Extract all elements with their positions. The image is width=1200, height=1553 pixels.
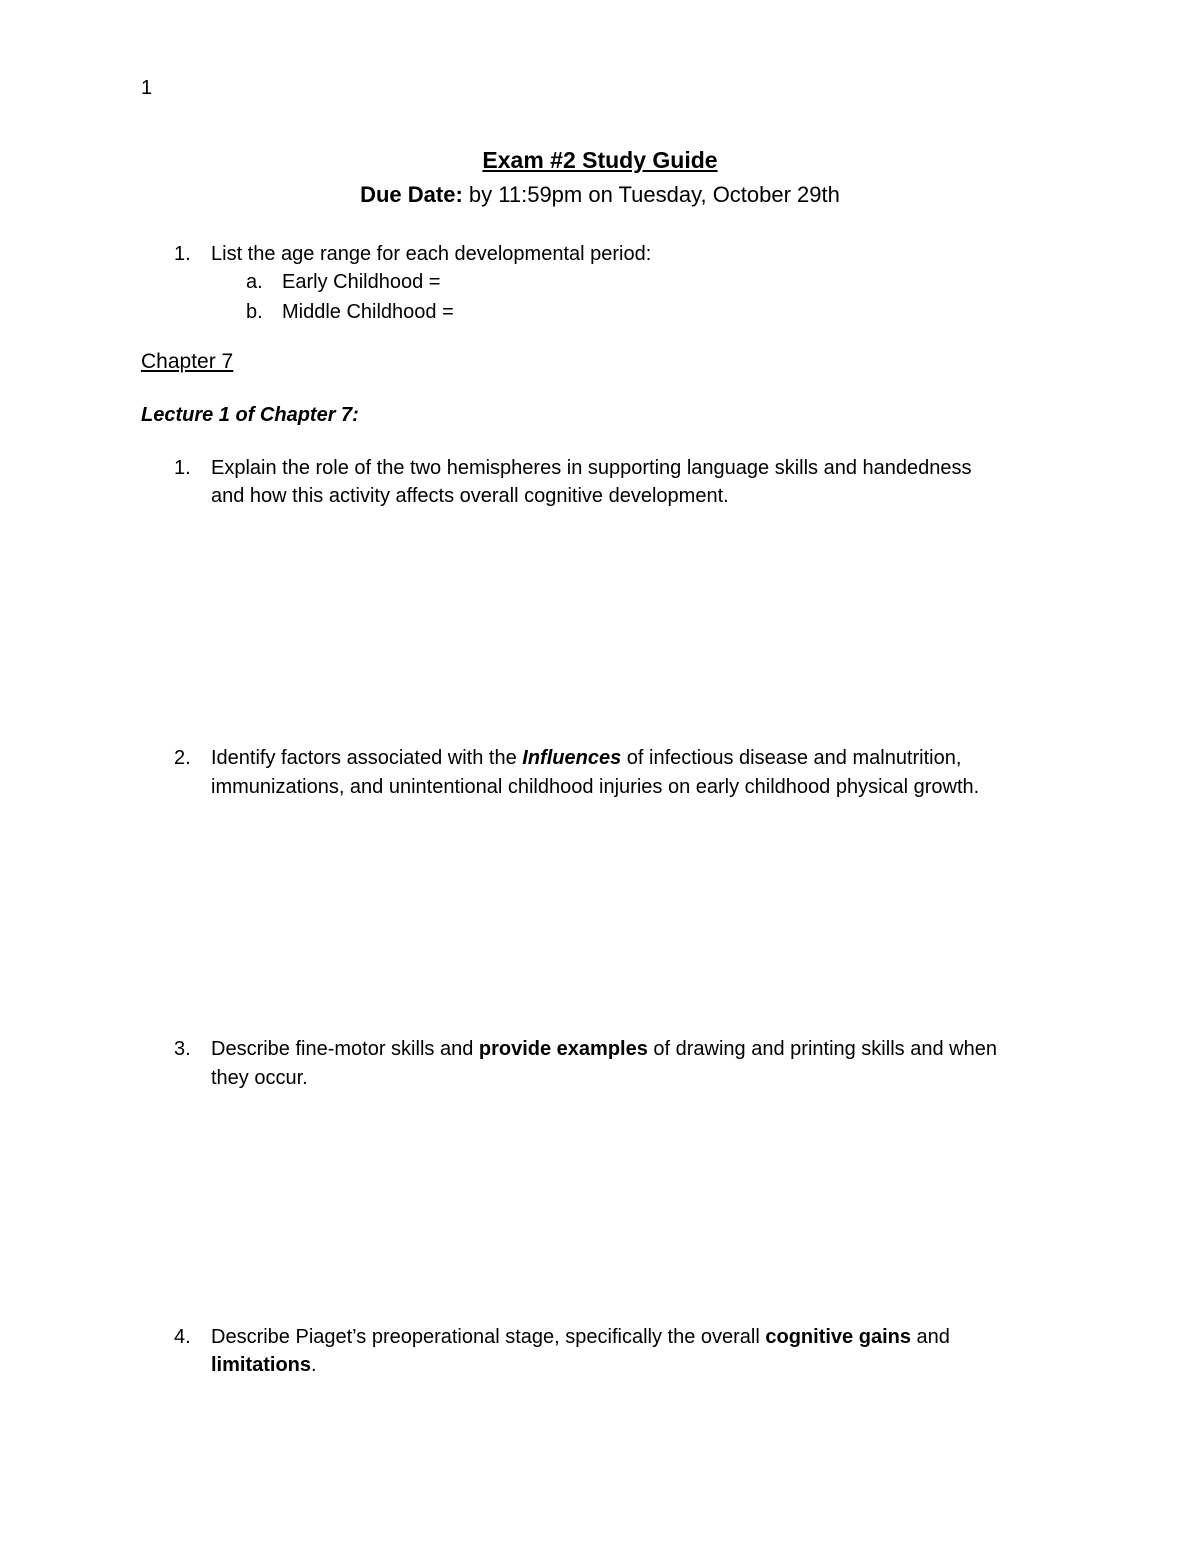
intro-subitem-letter: b. (246, 301, 263, 323)
intro-subitem-middle-childhood: Middle Childhood = (282, 301, 454, 323)
intro-question-text: List the age range for each developmental period: (211, 243, 652, 265)
intro-question-number: 1. (174, 243, 191, 265)
question-1-line-2: and how this activity affects overall cognitive development. (211, 485, 729, 507)
question-4-emphasis: limitations (211, 1354, 312, 1376)
page-number: 1 (141, 77, 153, 99)
chapter-heading: Chapter 7 (141, 350, 234, 373)
question-number: 1. (174, 457, 191, 479)
question-3-text: of drawing and printing skills and when (647, 1038, 997, 1060)
due-date-text: by 11:59pm on Tuesday, October 29th (462, 182, 840, 207)
due-date-line (0, 181, 1200, 209)
question-4-text: Describe Piaget’s preoperational stage, specifically the overall (211, 1326, 766, 1348)
question-4-emphasis: cognitive gains (765, 1326, 911, 1348)
question-number: 4. (174, 1326, 191, 1348)
question-4-text: . (311, 1354, 317, 1376)
document-title: Exam #2 Study Guide (482, 147, 718, 173)
question-2-text: Identify factors associated with the (211, 747, 523, 769)
question-4-line-1 (211, 1325, 950, 1350)
question-2-text: of infectious disease and malnutrition, (621, 747, 962, 769)
due-date-label: Due Date: (360, 182, 463, 207)
question-number: 3. (174, 1038, 191, 1060)
question-3-emphasis: provide examples (478, 1038, 648, 1060)
question-4-text: and (910, 1326, 950, 1348)
question-2-line-1 (211, 746, 961, 771)
question-2-line-2: immunizations, and unintentional childhood injuries on early childhood physical growth. (211, 776, 980, 798)
question-2-emphasis: Influences (522, 747, 622, 769)
question-4-line-2 (211, 1353, 317, 1378)
lecture-heading: Lecture 1 of Chapter 7: (141, 404, 359, 426)
question-number: 2. (174, 747, 191, 769)
question-3-line-2: they occur. (211, 1067, 308, 1089)
question-3-line-1 (211, 1037, 997, 1062)
intro-subitem-letter: a. (246, 271, 263, 293)
question-1-line-1: Explain the role of the two hemispheres in supporting language skills and handedness (211, 457, 972, 479)
question-3-text: Describe fine-motor skills and (211, 1038, 479, 1060)
intro-subitem-early-childhood: Early Childhood = (282, 271, 441, 293)
